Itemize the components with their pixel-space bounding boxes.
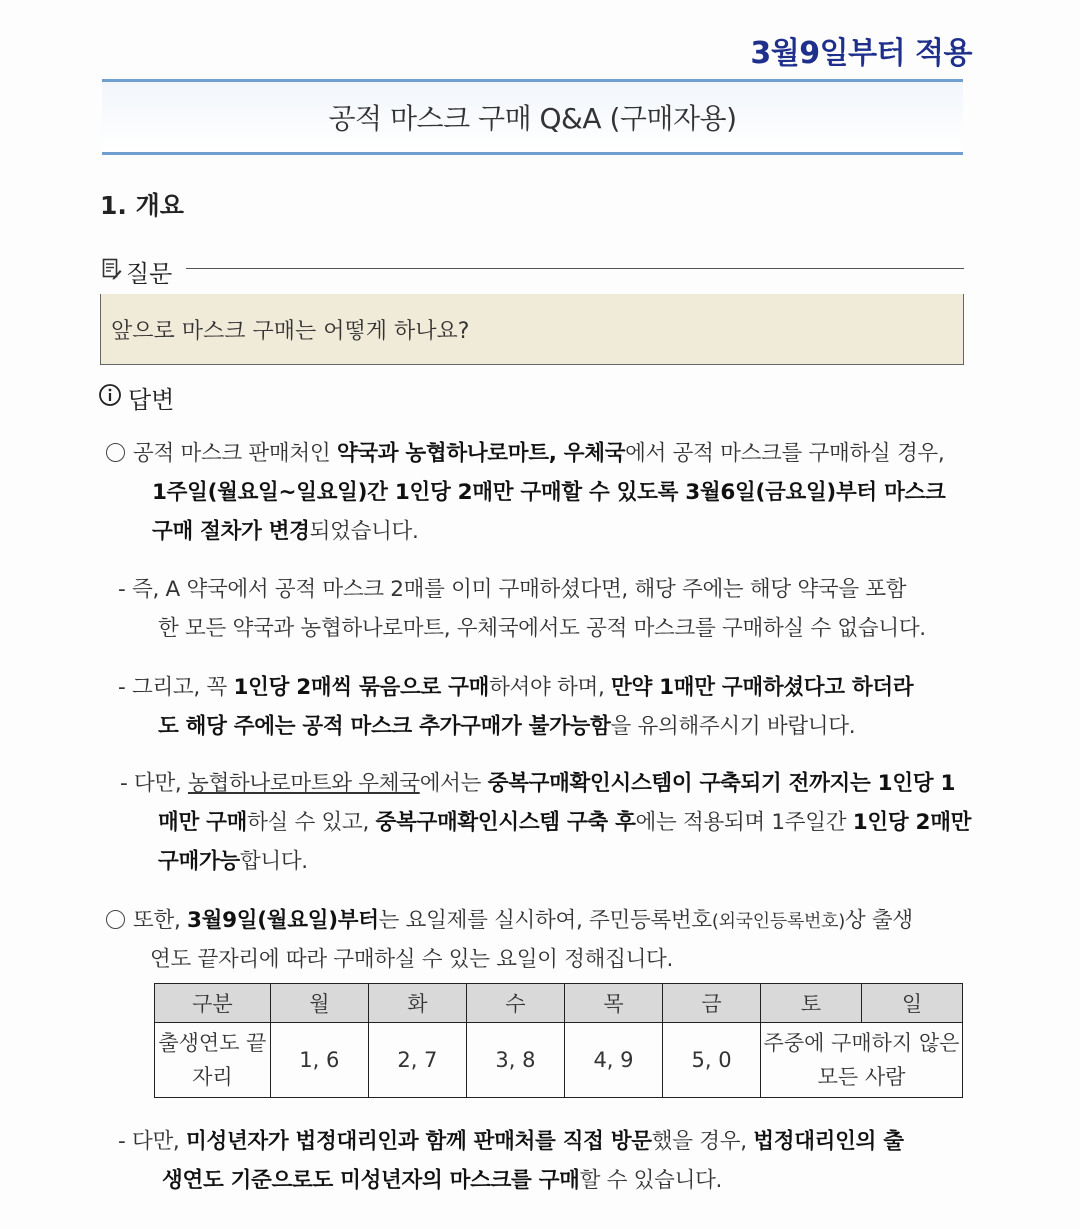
detail-3-line1: - 다만, 농협하나로마트와 우체국에서는 중복구매확인시스템이 구축되기 전까지는 1인당 1 (120, 771, 956, 796)
answer-paragraph-2: 또한, 3월9일(월요일)부터는 요일제를 실시하여, 주민등록번호(외국인등록번호)상 출생 (106, 901, 913, 941)
table-header-cell: 수 (466, 984, 564, 1023)
answer-paragraph-2-line2: 연도 끝자리에 따라 구매하실 수 있는 요일이 정해집니다. (150, 947, 674, 972)
title-banner (102, 79, 963, 155)
table-header-cell: 월 (270, 984, 368, 1023)
section-title: 1. 개요 (100, 191, 184, 220)
answer-paragraph-1: 공적 마스크 판매처인 약국과 농협하나로마트, 우체국에서 공적 마스크를 구매하실 경우, (106, 434, 944, 473)
table-cell-wed: 3, 8 (466, 1023, 564, 1098)
detail-1-line1: - 즉, A 약국에서 공적 마스크 2매를 이미 구매하셨다면, 해당 주에는 해당 약국을 포함 (118, 577, 907, 602)
circle-bullet-icon (106, 910, 125, 929)
table-header-row (155, 984, 963, 1023)
question-label (102, 254, 172, 289)
info-icon (98, 383, 122, 413)
question-box (100, 294, 964, 365)
effective-date-note: 3월9일부터 적용 (750, 36, 972, 71)
detail-3-line2: 매만 구매하실 수 있고, 중복구매확인시스템 구축 후에는 적용되며 1주일간 1인당 2매만 (158, 810, 972, 835)
table-cell-fri: 5, 0 (663, 1023, 761, 1098)
answer-paragraph-1-line3: 구매 절차가 변경되었습니다. (152, 519, 419, 544)
table-row (155, 1023, 963, 1098)
table-row-label: 출생연도 끝 자리 (155, 1023, 271, 1098)
detail-3-line3: 구매가능합니다. (158, 849, 308, 874)
question-label-text: 질문 (126, 260, 173, 288)
page-title: 공적 마스크 구매 Q&A (구매자용) (328, 102, 737, 135)
detail-2-line2: 도 해당 주에는 공적 마스크 추가구매가 불가능함을 유의해주시기 바랍니다. (158, 714, 856, 739)
table-header-cell: 화 (368, 984, 466, 1023)
table-cell-weekend: 주중에 구매하지 않은 모든 사람 (761, 1023, 963, 1098)
question-text: 앞으로 마스크 구매는 어떻게 하나요? (111, 318, 470, 344)
table-cell-tue: 2, 7 (368, 1023, 466, 1098)
detail-4-line1: - 다만, 미성년자가 법정대리인과 함께 판매처를 직접 방문했을 경우, 법정대리인의 출 (118, 1129, 904, 1154)
answer-paragraph-1-line2: 1주일(월요일~일요일)간 1인당 2매만 구매할 수 있도록 3월6일(금요일)부터 마스크 (152, 480, 946, 505)
detail-2-line1: - 그리고, 꼭 1인당 2매씩 묶음으로 구매하셔야 하며, 만약 1매만 구매하셨다고 하더라 (118, 675, 914, 700)
memo-icon (102, 258, 122, 286)
question-divider (186, 268, 964, 269)
detail-4-line2: 생연도 기준으로도 미성년자의 마스크를 구매할 수 있습니다. (162, 1168, 723, 1193)
circle-bullet-icon (106, 443, 125, 462)
table-cell-mon: 1, 6 (270, 1023, 368, 1098)
table-header-cell: 금 (663, 984, 761, 1023)
table-cell-thu: 4, 9 (564, 1023, 662, 1098)
table-header-cell: 토 (761, 984, 862, 1023)
detail-1-line2: 한 모든 약국과 농협하나로마트, 우체국에서도 공적 마스크를 구매하실 수 없습니다. (158, 616, 926, 641)
answer-label (98, 380, 174, 415)
answer-label-text: 답변 (128, 386, 175, 414)
table-header-cell: 구분 (155, 984, 271, 1023)
table-header-cell: 일 (862, 984, 963, 1023)
purchase-day-table (154, 983, 963, 1098)
table-header-cell: 목 (564, 984, 662, 1023)
